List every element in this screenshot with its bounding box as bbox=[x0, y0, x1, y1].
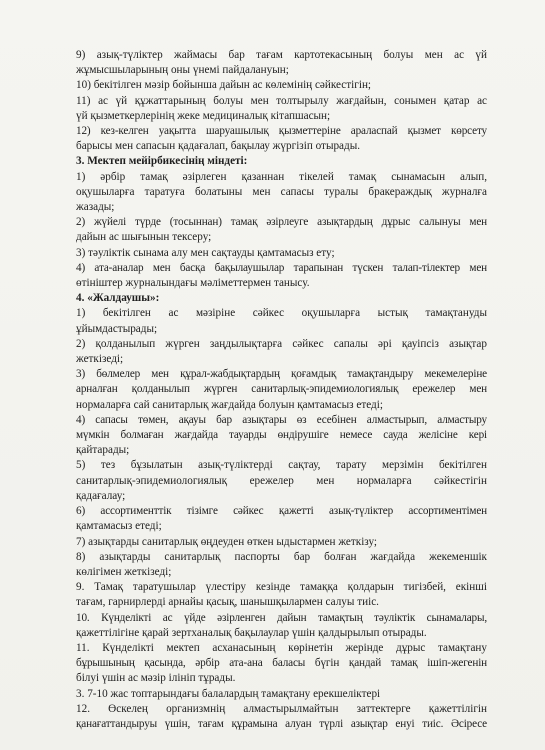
text-line: мүмкін болмаған жағдайда тауарды өндірушіге немесе сауда желісіне кері bbox=[76, 429, 487, 442]
text-line: тағам, гарнирлерді арнайы қасық, шанышқылармен салуы тиіс. bbox=[76, 596, 379, 609]
text-line: 10) бекітілген мәзір бойынша дайын ас көлемінің сәйкестігін; bbox=[76, 79, 372, 92]
text-line: қанағаттандыруы үшін, тағам құрамына алуан түрлі азықтар енуі тиіс. Әсіресе bbox=[76, 717, 487, 730]
text-line: қайтарады; bbox=[76, 444, 130, 457]
text-line: барысы мен сапасын қадағалап, бақылау жүргізіп отырады. bbox=[76, 140, 361, 153]
text-line: ұйымдастырады; bbox=[76, 322, 158, 335]
subsection-heading: 3. 7-10 жас топтарындағы балалардың тамақтану ерекшеліктері bbox=[76, 687, 381, 700]
text-line: 4) сапасы төмен, ақауы бар азықтары өз есебінен алмастырып, алмастыру bbox=[76, 413, 487, 426]
section-heading: 4. «Жалдаушы»: bbox=[76, 292, 160, 305]
text-line: бұрышының қасында, әрбір ата-ана баласы бүгін қандай тамақ ішіп-жегенін bbox=[76, 657, 487, 670]
text-line: арналған қолданылып жүрген санитарлық-эпидемиологиялық ережелер мен bbox=[76, 383, 487, 396]
text-line: білуі үшін ас мәзір ілініп тұрады. bbox=[76, 672, 236, 685]
text-line: нормаларға сай санитарлық жағдайда болуын қамтамасыз етеді; bbox=[76, 398, 383, 411]
text-line: оқушыларға таратуға болатыны мен сапасы туралы бракераждық журналға bbox=[76, 185, 487, 198]
text-line: дайын ас шығынын тексеру; bbox=[76, 231, 212, 244]
text-line: 8) азықтарды санитарлық паспорты бар болған жағдайда жекеменшік bbox=[76, 550, 487, 563]
text-line: 2) жүйелі түрде (тосыннан) тамақ әзірлеуге азықтардың дұрыс салынуы мен bbox=[76, 216, 487, 229]
text-line: жеткізеді; bbox=[76, 353, 124, 366]
text-line: 3) тәуліктік сынама алу мен сақтауды қамтамасыз ету; bbox=[76, 246, 335, 259]
text-line: 10. Күнделікті ас үйде әзірленген дайын тамақтың тәуліктік сынамалары, bbox=[76, 611, 487, 624]
text-line: қамтамасыз етеді; bbox=[76, 520, 162, 533]
text-line: 5) тез бұзылатын азық-түліктерді сақтау, тарату мерзімін бекітілген bbox=[76, 459, 487, 472]
text-line: жұмысшыларының оны үнемі пайдалануын; bbox=[76, 64, 289, 77]
text-line: санитарлық-эпидемиологиялық ережелер мен нормаларға сәйкестігін bbox=[76, 474, 487, 487]
text-line: қадағалау; bbox=[76, 489, 126, 502]
text-line: қажеттілігіне қарай зертханалық бақылаулар үшін қалдырылып отырады. bbox=[76, 626, 427, 639]
text-line: 4) ата-аналар мен басқа бақылаушылар тарапынан түскен талап-тілектер мен bbox=[76, 261, 487, 274]
text-line: 9) азық-түліктер жаймасы бар тағам картотекасының болуы мен ас үй bbox=[76, 49, 487, 61]
text-line: 11) ас үй құжаттарының болуы мен толтырылу жағдайын, сонымен қатар ас bbox=[76, 94, 487, 107]
text-line: 9. Тамақ таратушылар үлестіру кезінде тамаққа қолдарын тигізбей, екінші bbox=[76, 581, 487, 594]
text-line: жазады; bbox=[76, 201, 115, 214]
text-line: 1) әрбір тамақ әзірлеген қазаннан тікелей тамақ сынамасын алып, bbox=[76, 170, 487, 183]
text-line: 3) бөлмелер мен құрал-жабдықтардың қоғамдық тамақтандыру мекемелеріне bbox=[76, 368, 487, 381]
text-line: 11. Күнделікті мектеп асханасының көрінетін жерінде дұрыс тамақтану bbox=[76, 641, 487, 654]
section-heading: 3. Мектеп мейірбикесінің міндеті: bbox=[76, 155, 248, 168]
text-line: 2) қолданылып жүрген заңдылықтарға сәйкес сапалы әрі қауіпсіз азықтар bbox=[76, 337, 487, 350]
text-line: 7) азықтарды санитарлық өңдеуден өткен ыдыстармен жеткізу; bbox=[76, 535, 378, 548]
text-line: өтініштер журналындағы мәліметтермен танысу. bbox=[76, 277, 310, 290]
text-line: үй қызметкерлерінің жеке медициналық кітапшасын; bbox=[76, 109, 331, 122]
text-line: 12. Өскелең организмнің алмастырылмайтын заттектерге қажеттілігін bbox=[76, 702, 487, 715]
text-line: 12) кез-келген уақытта шаруашылық қызметтеріне араласпай қызмет көрсету bbox=[76, 125, 487, 138]
text-line: көлігімен жеткізеді; bbox=[76, 565, 172, 578]
text-line: 1) бекітілген ас мәзіріне сәйкес оқушыларға ыстық тамақтануды bbox=[76, 307, 487, 320]
text-line: 6) ассортименттік тізімге сәйкес қажетті азық-түліктер ассортиментімен bbox=[76, 505, 487, 518]
